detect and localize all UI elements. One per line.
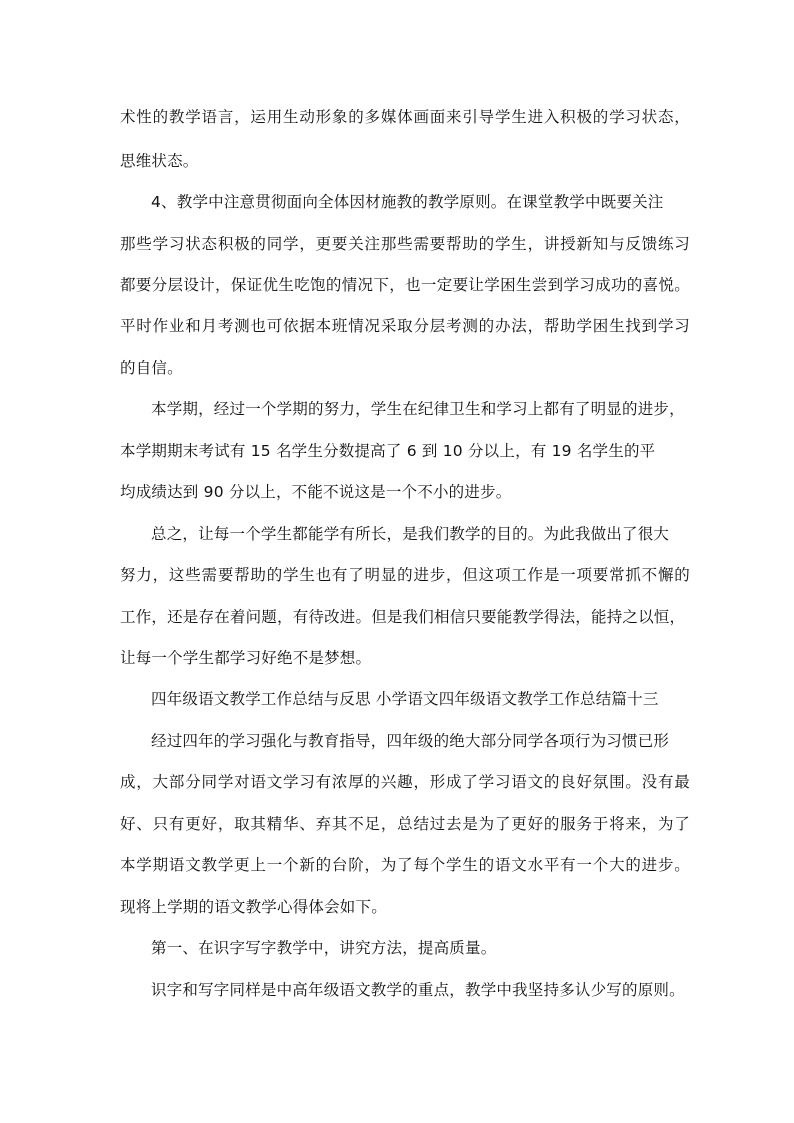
paragraph-line: 本学期，经过一个学期的努力，学生在纪律卫生和学习上都有了明显的进步， [151,400,685,418]
paragraph-line: 工作，还是存在着问题，有待改进。但是我们相信只要能教学得法，能持之以恒， [120,608,686,626]
paragraph-line: 现将上学期的语文教学心得体会如下。 [120,898,387,916]
paragraph-line: 识字和写字同样是中高年级语文教学的重点，教学中我坚持多认少写的原则。 [151,981,685,999]
paragraph-line: 成，大部分同学对语文学习有浓厚的兴趣，形成了学习语文的良好氛围。没有最 [120,773,690,791]
paragraph-line: 第一、在识字写字教学中，讲究方法，提高质量。 [151,939,497,957]
paragraph-line: 均成绩达到 90 分以上，不能不说这是一个不小的进步。 [120,483,512,501]
paragraph-line: 思维状态。 [120,152,199,170]
paragraph-line: 术性的教学语言，运用生动形象的多媒体画面来引导学生进入积极的学习状态， [120,108,690,126]
paragraph-line: 让每一个学生都学习好绝不是梦想。 [120,649,372,667]
paragraph-line: 努力，这些需要帮助的学生也有了明显的进步，但这项工作是一项要常抓不懈的 [120,566,690,584]
paragraph-line: 总之，让每一个学生都能学有所长，是我们教学的目的。为此我做出了很大 [151,525,670,543]
paragraph-line: 4、教学中注意贯彻面向全体因材施教的教学原则。在课堂教学中既要关注 [151,193,664,211]
paragraph-line: 本学期期末考试有 15 名学生分数提高了 6 到 10 分以上，有 19 名学生的平 [120,442,656,460]
paragraph-line: 好、只有更好，取其精华、弃其不足，总结过去是为了更好的服务于将来，为了 [120,815,690,833]
paragraph-line: 本学期语文教学更上一个新的台阶，为了每个学生的语文水平有一个大的进步。 [120,856,690,874]
paragraph-line: 经过四年的学习强化与教育指导，四年级的绝大部分同学各项行为习惯已形 [151,732,670,750]
paragraph-line: 的自信。 [120,359,183,377]
paragraph-line: 都要分层设计，保证优生吃饱的情况下，也一定要让学困生尝到学习成功的喜悦。 [120,276,690,294]
section-heading: 四年级语文教学工作总结与反思 小学语文四年级语文教学工作总结篇十三 [151,690,659,708]
paragraph-line: 那些学习状态积极的同学，更要关注那些需要帮助的学生，讲授新知与反馈练习 [120,235,690,253]
paragraph-line: 平时作业和月考测也可依据本班情况采取分层考测的办法，帮助学困生找到学习 [120,317,690,335]
